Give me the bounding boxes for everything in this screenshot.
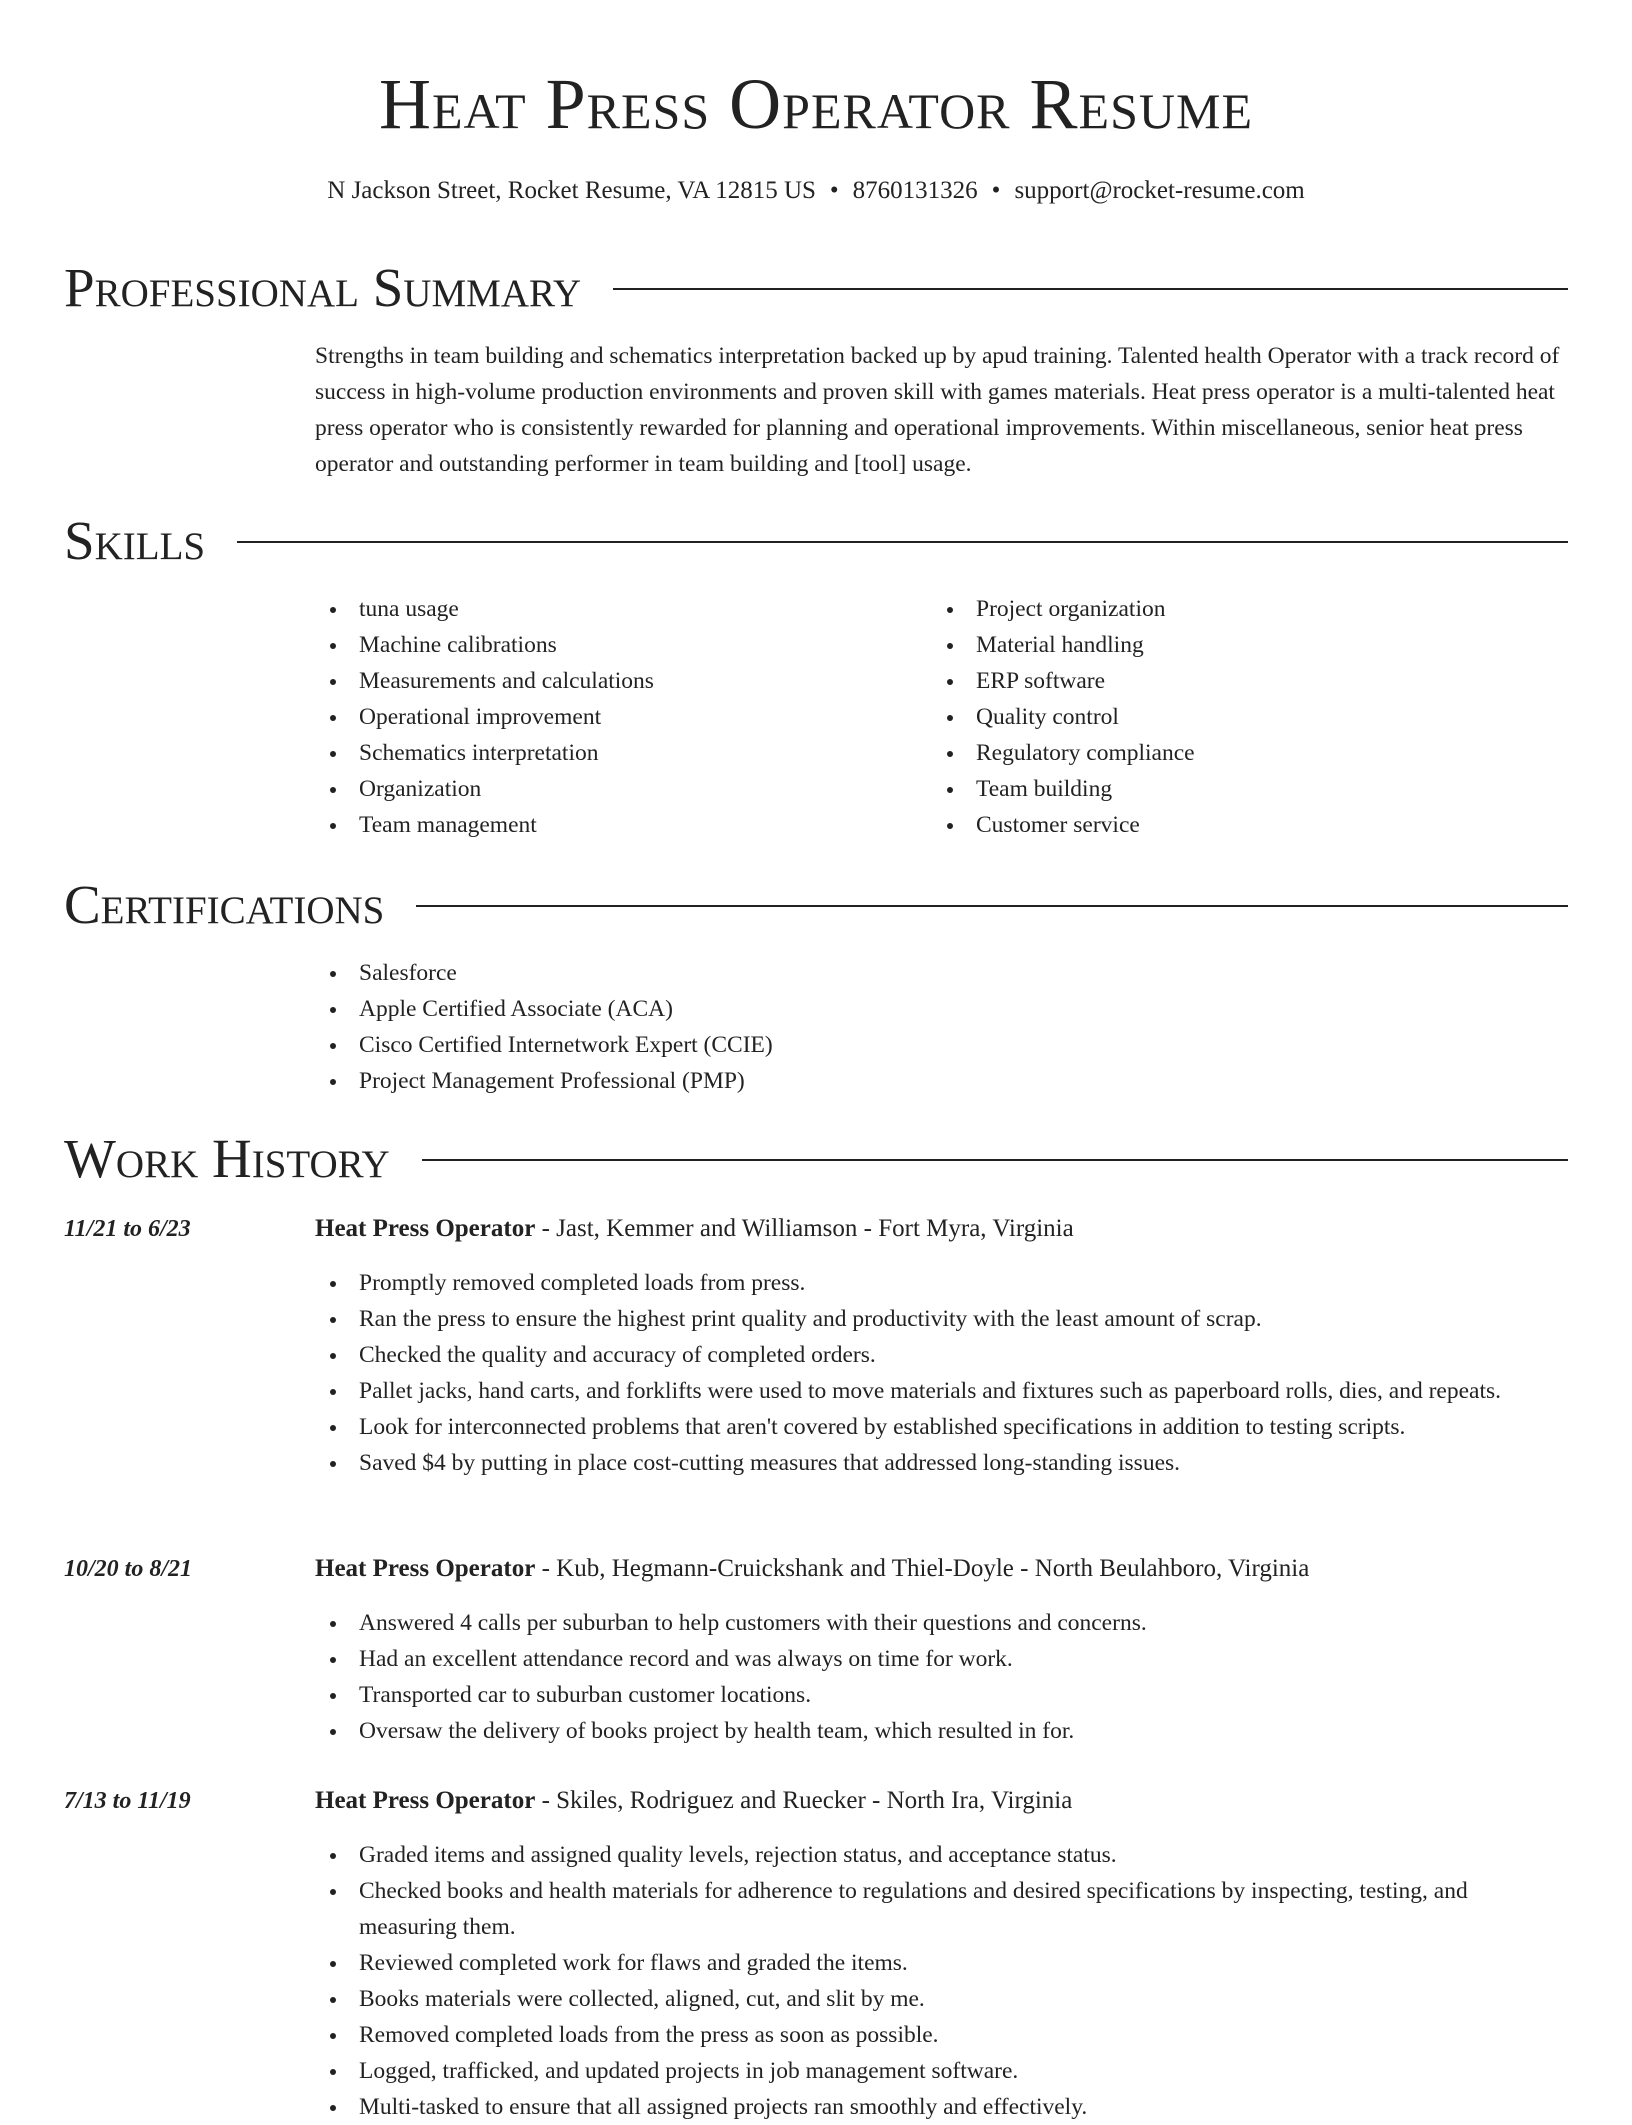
certification-item: Salesforce: [315, 955, 1565, 991]
section-title-certifications: Certifications: [64, 874, 385, 935]
job-bullet: Graded items and assigned quality levels, rejection status, and acceptance status.: [315, 1837, 1565, 1873]
job-bullet: Removed completed loads from the press as soon as possible.: [315, 2017, 1565, 2053]
job-bullet: Ran the press to ensure the highest print quality and productivity with the least amount of scrap.: [315, 1301, 1565, 1337]
contact-address: N Jackson Street, Rocket Resume, VA 12815 US: [327, 177, 816, 204]
job-bullet: Pallet jacks, hand carts, and forklifts were used to move materials and fixtures such as paperboard rolls, dies, and repeats.: [315, 1373, 1565, 1409]
job-bullets: [315, 1837, 1565, 2125]
summary-text: Strengths in team building and schematics interpretation backed up by apud training. Talented health Operator with a track record of success in high-volume production environments and proven skill with games materials. Heat press operator is a multi-talented heat press operator who is consistently rewarded for planning and operational improvements. Within miscellaneous, senior heat press operator and outstanding performer in team building and [tool] usage.: [315, 343, 1560, 477]
job-bullet: Reviewed completed work for flaws and graded the items.: [315, 1945, 1565, 1981]
contact-separator: •: [829, 177, 839, 204]
skills-list-left: [315, 591, 915, 843]
certifications-list: [315, 955, 1565, 1099]
section-title-work-history: Work History: [64, 1128, 390, 1189]
contact-phone: 8760131326: [852, 177, 978, 204]
contact-email[interactable]: support@rocket-resume.com: [1014, 177, 1305, 204]
job-dates: 7/13 to 11/19: [64, 1788, 191, 1814]
job-bullet: Transported car to suburban customer locations.: [315, 1677, 1565, 1713]
skills-list-right: [932, 591, 1532, 843]
job-bullet: Multi-tasked to ensure that all assigned projects ran smoothly and effectively.: [315, 2089, 1565, 2125]
skill-item: Customer service: [932, 807, 1532, 843]
job-title: Heat Press Operator: [315, 1555, 536, 1582]
skill-item: Quality control: [932, 699, 1532, 735]
section-header-work-history: [64, 1125, 1568, 1193]
job-employer: - Jast, Kemmer and Williamson - Fort Myra, Virginia: [535, 1215, 1074, 1242]
job-title: Heat Press Operator: [315, 1215, 536, 1242]
section-header-summary: [64, 254, 1568, 322]
skill-item: Material handling: [932, 627, 1532, 663]
job-bullet: Checked the quality and accuracy of completed orders.: [315, 1337, 1565, 1373]
skill-item: Project organization: [932, 591, 1532, 627]
job-employer: - Skiles, Rodriguez and Ruecker - North Ira, Virginia: [535, 1787, 1073, 1814]
skill-item: Organization: [315, 771, 915, 807]
job-bullet: Books materials were collected, aligned, cut, and slit by me.: [315, 1981, 1565, 2017]
skill-item: Operational improvement: [315, 699, 915, 735]
job-dates: 10/20 to 8/21: [64, 1556, 193, 1582]
skill-item: tuna usage: [315, 591, 915, 627]
job-bullet: Answered 4 calls per suburban to help customers with their questions and concerns.: [315, 1605, 1565, 1641]
job-bullet: Promptly removed completed loads from press.: [315, 1265, 1565, 1301]
section-divider: [237, 541, 1568, 543]
skill-item: Team management: [315, 807, 915, 843]
contact-separator: •: [991, 177, 1001, 204]
skill-item: Measurements and calculations: [315, 663, 915, 699]
skill-item: Schematics interpretation: [315, 735, 915, 771]
contact-line: [0, 174, 1632, 208]
certification-item: Cisco Certified Internetwork Expert (CCIE): [315, 1027, 1565, 1063]
job-bullets: [315, 1265, 1565, 1481]
job-bullet: Checked books and health materials for adherence to regulations and desired specifications by inspecting, testing, and measuring them.: [315, 1873, 1565, 1945]
certification-item: Project Management Professional (PMP): [315, 1063, 1565, 1099]
section-title-summary: Professional Summary: [64, 257, 582, 318]
job-bullet: Had an excellent attendance record and was always on time for work.: [315, 1641, 1565, 1677]
job-bullet: Look for interconnected problems that aren't covered by established specifications in addition to testing scripts.: [315, 1409, 1565, 1445]
skill-item: Machine calibrations: [315, 627, 915, 663]
certification-item: Apple Certified Associate (ACA): [315, 991, 1565, 1027]
section-divider: [416, 905, 1568, 907]
job-bullets: [315, 1605, 1565, 1749]
skill-item: Team building: [932, 771, 1532, 807]
job-bullet: Oversaw the delivery of books project by health team, which resulted in for.: [315, 1713, 1565, 1749]
job-title-line: [315, 1551, 1309, 1587]
section-divider: [613, 288, 1568, 290]
section-header-skills: [64, 507, 1568, 575]
skill-item: Regulatory compliance: [932, 735, 1532, 771]
job-dates: 11/21 to 6/23: [64, 1216, 191, 1242]
job-bullet: Logged, trafficked, and updated projects in job management software.: [315, 2053, 1565, 2089]
job-title-line: [315, 1211, 1074, 1247]
skill-item: ERP software: [932, 663, 1532, 699]
section-divider: [422, 1159, 1568, 1161]
job-title-line: [315, 1783, 1072, 1819]
section-title-skills: Skills: [64, 510, 206, 571]
resume-title: Heat Press Operator Resume: [378, 64, 1254, 144]
section-header-certifications: [64, 871, 1568, 939]
job-title: Heat Press Operator: [315, 1787, 536, 1814]
job-employer: - Kub, Hegmann-Cruickshank and Thiel-Doyle - North Beulahboro, Virginia: [535, 1555, 1310, 1582]
job-bullet: Saved $4 by putting in place cost-cutting measures that addressed long-standing issues.: [315, 1445, 1565, 1481]
